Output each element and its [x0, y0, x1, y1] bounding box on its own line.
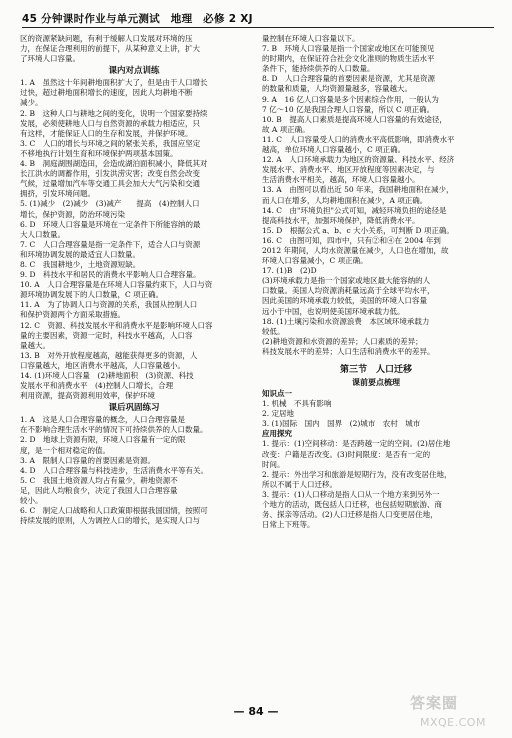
- text-line: 7. B 环境人口容量是指一个国家或地区在可能预见: [262, 44, 435, 54]
- text-line: 2. D 地球上资源有限，环境人口容量有一定的限: [20, 435, 186, 445]
- chapter-heading: 第三节 人口迁移: [339, 365, 412, 375]
- page-number: — 84 —: [233, 705, 279, 718]
- text-line: 越高，单位环境人口容量越小，C 项正确。: [262, 145, 406, 155]
- text-line: 远小于中国，也说明使美国环境承载力低。: [262, 306, 405, 316]
- text-line: 12. C 资源、科技发展水平和消费水平是影响环境人口容: [20, 320, 213, 330]
- text-line: 4. B 洞庭湖围湖造田，会造成湖泊面积减小，降低其对: [20, 159, 208, 169]
- text-line: 18. (1)土壤污染和水资源浪费 本区域环境承载力: [262, 316, 430, 326]
- text-line: 环境人口容量减小，C 项正确。: [262, 256, 368, 266]
- text-line: 过快，超过耕地面积增长的速度，因此人均耕地不断: [20, 88, 193, 98]
- text-line: 发展水平、消费水平、地区开放程度等因素决定，与: [262, 165, 435, 175]
- text-line: 生活消费水平相关，越高，环境人口容量越小。: [262, 175, 420, 185]
- text-line: 发展水平和消费水平 (4)控制人口增长，合理: [20, 381, 174, 391]
- subsection-heading: 课前要点梳理: [352, 378, 400, 387]
- text-line: 而人口在增多，人均耕地面积在减少，A 项正确。: [262, 195, 428, 205]
- watermark-url: MXQE.COM: [420, 716, 486, 729]
- text-line: 源环境协调发展下的人口数量，C 项正确。: [20, 290, 164, 300]
- text-line: 较低。: [262, 326, 285, 336]
- text-line: 4. D 人口合理容量与科技进步，生活消费水平等有关。: [20, 465, 209, 475]
- text-line: 量控制在环境人口容量以下。: [262, 34, 360, 43]
- text-line: 和环境协调发展的最适宜人口数量。: [20, 249, 140, 259]
- text-line: 度，是一个相对稳定的值。: [20, 445, 110, 455]
- text-line: 12. A 人口环境承载力为地区的资源量、科技水平、经济: [262, 155, 455, 165]
- text-line: 1. 提示：(1)空间移动：是否跨越一定的空间。(2)居住地: [262, 439, 451, 449]
- text-line: 口数量。美国人均资源消耗量远高于全球平均水平，: [262, 286, 435, 296]
- text-line: 7 亿～10 亿是我国合理人口容量，所以 C 项正确。: [262, 104, 435, 114]
- text-line: 时间。: [262, 459, 285, 469]
- text-line: 3. 提示：(1)人口移动是指人口从一个地方来到另外一: [262, 489, 440, 499]
- text-line: 1. 机械 不具有影响: [262, 399, 332, 409]
- text-line: 5. C 我国土地资源人均占有量少，耕地资源不: [20, 475, 178, 485]
- text-line: 务、探亲等活动。(2)人口迁移是指人口变更居住地，: [262, 510, 438, 520]
- text-line: 9. A 16 亿人口容量是多个因素综合作用，一般认为: [262, 94, 439, 104]
- text-line: 故 A 项正确。: [262, 124, 310, 134]
- text-line: 有这样，才能保证人口的生存和发展，并保护环境。: [20, 128, 193, 138]
- left-column: [20, 34, 248, 694]
- text-line: 科技发展水平的差异；人口生活和消费水平的差异。: [262, 346, 435, 356]
- text-line: 不移地执行计划生育和环境保护两项基本国策。: [20, 148, 178, 158]
- text-line: 持续发展的原则，人为调控人口的增长，是实现人口与: [20, 516, 200, 526]
- text-line: 区的资源紧缺问题，有利于缓解人口发展对环境的压: [20, 34, 193, 43]
- text-line: 13. B 对外开放程度越高，越能获得更多的资源，人: [20, 350, 198, 360]
- text-line: 气候，过量增加汽车等交通工具会加大大气污染和交通: [20, 179, 200, 189]
- text-line: (3)环境承载力是指一个国家或地区最大能容纳的人: [262, 276, 431, 286]
- watermark-logo-text: 答案圈: [410, 694, 459, 712]
- text-line: 增长，保护资源，防治环境污染: [20, 209, 125, 219]
- text-line: 10. A 人口合理容量是在环境人口容量约束下，人口与资: [20, 280, 213, 290]
- text-line: 11. C 人口容量受人口的消费水平高低影响，即消费水平: [262, 134, 455, 144]
- right-column: [262, 34, 490, 694]
- text-line: 2. 定居地: [262, 409, 295, 419]
- text-line: 16. C 由图可知，四市中，只有②和④在 2004 年到: [262, 235, 441, 245]
- text-line: 2. 提示：外出学习和旅游是短期行为，没有改变居住地，: [262, 469, 452, 479]
- text-line: 9. D 科技水平和居民的消费水平影响人口合理容量。: [20, 270, 201, 280]
- text-line: 在不影响合理生活水平的情况下可持续供养的人口数量。: [20, 425, 208, 435]
- text-line: 的时期内，在保证符合社会文化准则的物质生活水平: [262, 54, 435, 64]
- text-line: 所以不属于人口迁移。: [262, 479, 337, 489]
- text-line: 的数量和质量，人均资源量越多，容量越大。: [262, 84, 412, 94]
- header-rule: [22, 27, 494, 28]
- text-line: 11. A 为了协调人口与资源的关系，我国从控制人口: [20, 300, 198, 310]
- text-line: 15. D 根据公式 a、b、c 大小关系，可判断 D 项正确。: [262, 225, 454, 235]
- text-line: 力，在保证合理利用的前提下，从某种意义上讲，扩大: [20, 44, 200, 54]
- text-line: 14. (1)环境人口容量 (2)耕地面积 (3)资源、科技: [20, 371, 194, 380]
- text-line: 口容量越大，地区消费水平越高，人口容量越小。: [20, 360, 185, 370]
- text-line: 14. C 由"环境负担"公式可知，减轻环境负担的途径是: [262, 205, 447, 215]
- text-line: 1. A 虽然这十年间耕地面积扩大了，但是由于人口增长: [20, 78, 208, 88]
- text-line: 量的主要因素，资源一定时，科技水平越高，人口容: [20, 330, 193, 340]
- text-line: 改变：户籍是否改变。(3)时间限度：是否有一定的: [262, 449, 431, 459]
- text-line: 2012 年期间，人均水资源量在减少，人口也在增加，故: [262, 245, 449, 255]
- text-line: 10. B 提高人口素质是提高环境人口容量的有效途径，: [262, 114, 447, 124]
- running-header: 45 分钟课时作业与单元测试 地理 必修 2 XJ: [22, 13, 253, 25]
- text-line: (2)耕地资源和水资源的差异；人口素质的差异；: [262, 336, 423, 346]
- knowledge-label: 知识点一: [262, 389, 292, 398]
- text-line: 5. (1)减少 (2)减少 (3)减产 提高 (4)控制人口: [20, 199, 200, 209]
- section-heading: 课后巩固练习: [108, 403, 160, 414]
- text-line: 6. C 制定人口战略和人口政策即根据我国国情，按照可: [20, 506, 208, 516]
- text-line: 利用资源，提高资源利用效率，保护环境: [20, 391, 155, 401]
- text-line: 8. C 我国耕地少，土地资源短缺。: [20, 259, 141, 269]
- text-line: 7. C 人口合理容量是指一定条件下，适合人口与资源: [20, 239, 201, 249]
- text-line: 17. (1)B (2)D: [262, 266, 317, 276]
- text-line: 提高科技水平，加强环境保护，降低消费水平。: [262, 215, 420, 225]
- text-line: 条件下，能持续供养的人口数量。: [262, 64, 375, 74]
- text-line: 长江洪水的调蓄作用，引发洪涝灾害；改变自然会改变: [20, 169, 200, 179]
- text-line: 8. D 人口合理容量的首要因素是资源，尤其是资源: [262, 74, 436, 84]
- text-line: 足，因此人均粮食少，决定了我国人口合理容量: [20, 485, 178, 495]
- text-line: 3. (1)国际 国内 国界 (2)城市 农村 城市: [262, 419, 421, 429]
- text-line: 2. B 这种人口与耕地之间的变化，说明一个国家要持续: [20, 108, 208, 118]
- text-line: 3. A 限制人口容量的首要因素是资源。: [20, 455, 155, 465]
- text-line: 3. C 人口的增长与环境之间的紧张关系，我国应坚定: [20, 138, 201, 148]
- text-line: 个地方的活动，既包括人口迁移，也包括短期旅游、商: [262, 500, 442, 510]
- text-line: 因此美国的环境承载力较低，美国的环境人口容量: [262, 296, 427, 306]
- text-line: 拥挤，引发环境问题。: [20, 189, 95, 199]
- text-line: 日常上下班等。: [262, 520, 315, 530]
- text-line: 13. A 由图可以看出近 50 年来，我国耕地面积在减少，: [262, 185, 454, 195]
- text-line: 量越大。: [20, 340, 50, 350]
- text-line: 和保护资源两个方面采取措施。: [20, 310, 125, 320]
- text-line: 大人口数量。: [20, 229, 65, 239]
- text-line: 1. A 这是人口合理容量的概念，人口合理容量是: [20, 415, 185, 425]
- text-line: 较小。: [20, 496, 43, 506]
- text-line: 发展，必须使耕地人口与自然资源的承载力相适应，只: [20, 118, 200, 128]
- text-line: 减少。: [20, 98, 43, 108]
- section-heading: 课内对点训练: [108, 66, 160, 77]
- knowledge-label: 应用探究: [262, 429, 292, 439]
- text-line: 了环境人口容量。: [20, 54, 80, 64]
- text-line: 6. D 环境人口容量是环境在一定条件下所能容纳的最: [20, 219, 201, 229]
